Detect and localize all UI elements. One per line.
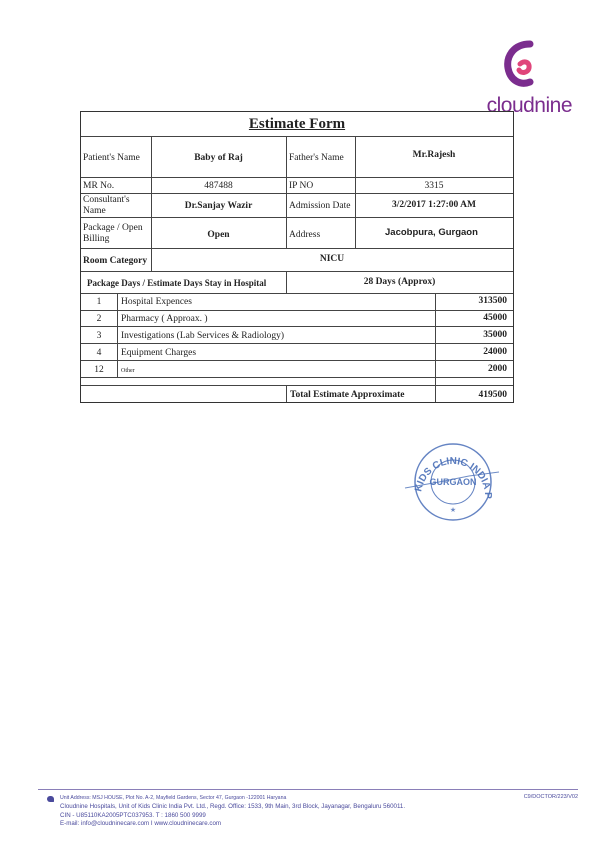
cloudnine-footer-icon	[47, 796, 54, 802]
address-label: Address	[289, 230, 321, 240]
item-amount: 2000	[488, 364, 507, 374]
room-category-label: Room Category	[83, 256, 148, 266]
total-label: Total Estimate Approximate	[290, 390, 405, 400]
package-label-line2: Billing	[83, 234, 110, 244]
row-divider	[81, 271, 513, 272]
father-name-label: Father's Name	[289, 153, 344, 163]
item-description: Equipment Charges	[121, 348, 197, 358]
item-description: Pharmacy ( Approax. )	[121, 314, 208, 324]
address-value: Jacobpura, Gurgaon	[385, 227, 478, 238]
cloudnine-logo-text: cloudnine	[486, 94, 572, 117]
consultant-value: Dr.Sanjay Wazir	[184, 201, 253, 211]
item-amount: 24000	[483, 347, 507, 357]
father-name-value: Mr.Rajesh	[412, 150, 456, 160]
item-no: 2	[96, 314, 102, 324]
svg-text:KIDS CLINIC INDIA PVT. LTD.	[399, 436, 493, 499]
package-days-label: Package Days / Estimate Days Stay in Hospital	[87, 278, 267, 288]
admission-date-label: Admission Date	[289, 201, 351, 211]
consultant-label-line1: Consultant's	[83, 195, 130, 205]
footer-contact: E-mail: info@cloudninecare.com I www.cloudninecare.com	[60, 820, 222, 828]
row-divider	[81, 377, 513, 378]
item-no: 4	[96, 348, 102, 358]
item-no: 1	[96, 297, 102, 307]
row-divider	[81, 310, 513, 311]
item-no: 3	[96, 331, 102, 341]
svg-text:★: ★	[449, 506, 457, 514]
item-description: Other	[121, 368, 135, 374]
patient-name-label: Patient's Name	[83, 153, 140, 163]
row-divider	[81, 177, 513, 178]
footer	[60, 794, 540, 829]
row-divider	[81, 193, 513, 194]
footer-registered-office: Cloudnine Hospitals, Unit of Kids Clinic India Pvt. Ltd., Regd. Office: 1533, 9th Main, 3rd Block, Jayanagar, Bengaluru 560011.	[60, 802, 406, 810]
row-divider	[81, 248, 513, 249]
patient-name-value: Baby of Raj	[194, 153, 243, 163]
company-stamp	[399, 436, 507, 524]
stamp-ring-text: KIDS CLINIC INDIA P	[413, 455, 494, 499]
admission-date-value: 3/2/2017 1:27:00 AM	[392, 200, 476, 210]
column-divider	[286, 136, 287, 248]
row-divider	[81, 293, 513, 294]
footer-doc-code: C9/DOCTOR/223/V02	[523, 794, 578, 800]
ip-no-value: 3315	[424, 181, 444, 191]
item-no: 12	[94, 365, 104, 375]
cloudnine-logo	[472, 38, 572, 118]
item-amount: 35000	[483, 330, 507, 340]
mr-no-value: 487488	[204, 181, 233, 191]
package-days-value: 28 Days (Approx)	[363, 277, 436, 287]
item-description: Hospital Expences	[121, 297, 192, 307]
estimate-form	[80, 111, 514, 403]
ip-no-label: IP NO	[289, 181, 314, 191]
footer-divider	[38, 789, 578, 790]
stamp-center-text: GURGAON	[429, 477, 477, 487]
row-divider	[81, 217, 513, 218]
row-divider	[81, 360, 513, 361]
column-divider	[117, 293, 118, 377]
mr-no-label: MR No.	[83, 181, 115, 191]
row-divider	[81, 136, 513, 137]
consultant-label-line2: Name	[83, 206, 106, 216]
room-category-value: NICU	[319, 254, 345, 264]
package-label-line1: Package / Open	[83, 223, 143, 233]
footer-cin: CIN - U85110KA2005PTC037953. T : 1860 500 9999	[60, 811, 206, 819]
footer-unit-address: Unit Address: MSJ HOUSE, Plot No. A-2, Mayfield Gardens, Sector 47, Gurgaon -122001 Haryana	[60, 795, 287, 801]
package-value: Open	[207, 230, 230, 240]
form-title: Estimate Form	[248, 116, 346, 132]
item-amount: 45000	[483, 313, 507, 323]
row-divider	[81, 343, 513, 344]
stamp-seal	[399, 436, 507, 524]
item-amount: 313500	[478, 296, 507, 306]
row-divider	[81, 326, 513, 327]
item-description: Investigations (Lab Services & Radiology)	[121, 331, 285, 341]
row-divider	[81, 385, 513, 386]
column-divider	[286, 385, 287, 402]
total-value: 419500	[478, 390, 507, 400]
cloudnine-logo-icon	[500, 38, 544, 96]
